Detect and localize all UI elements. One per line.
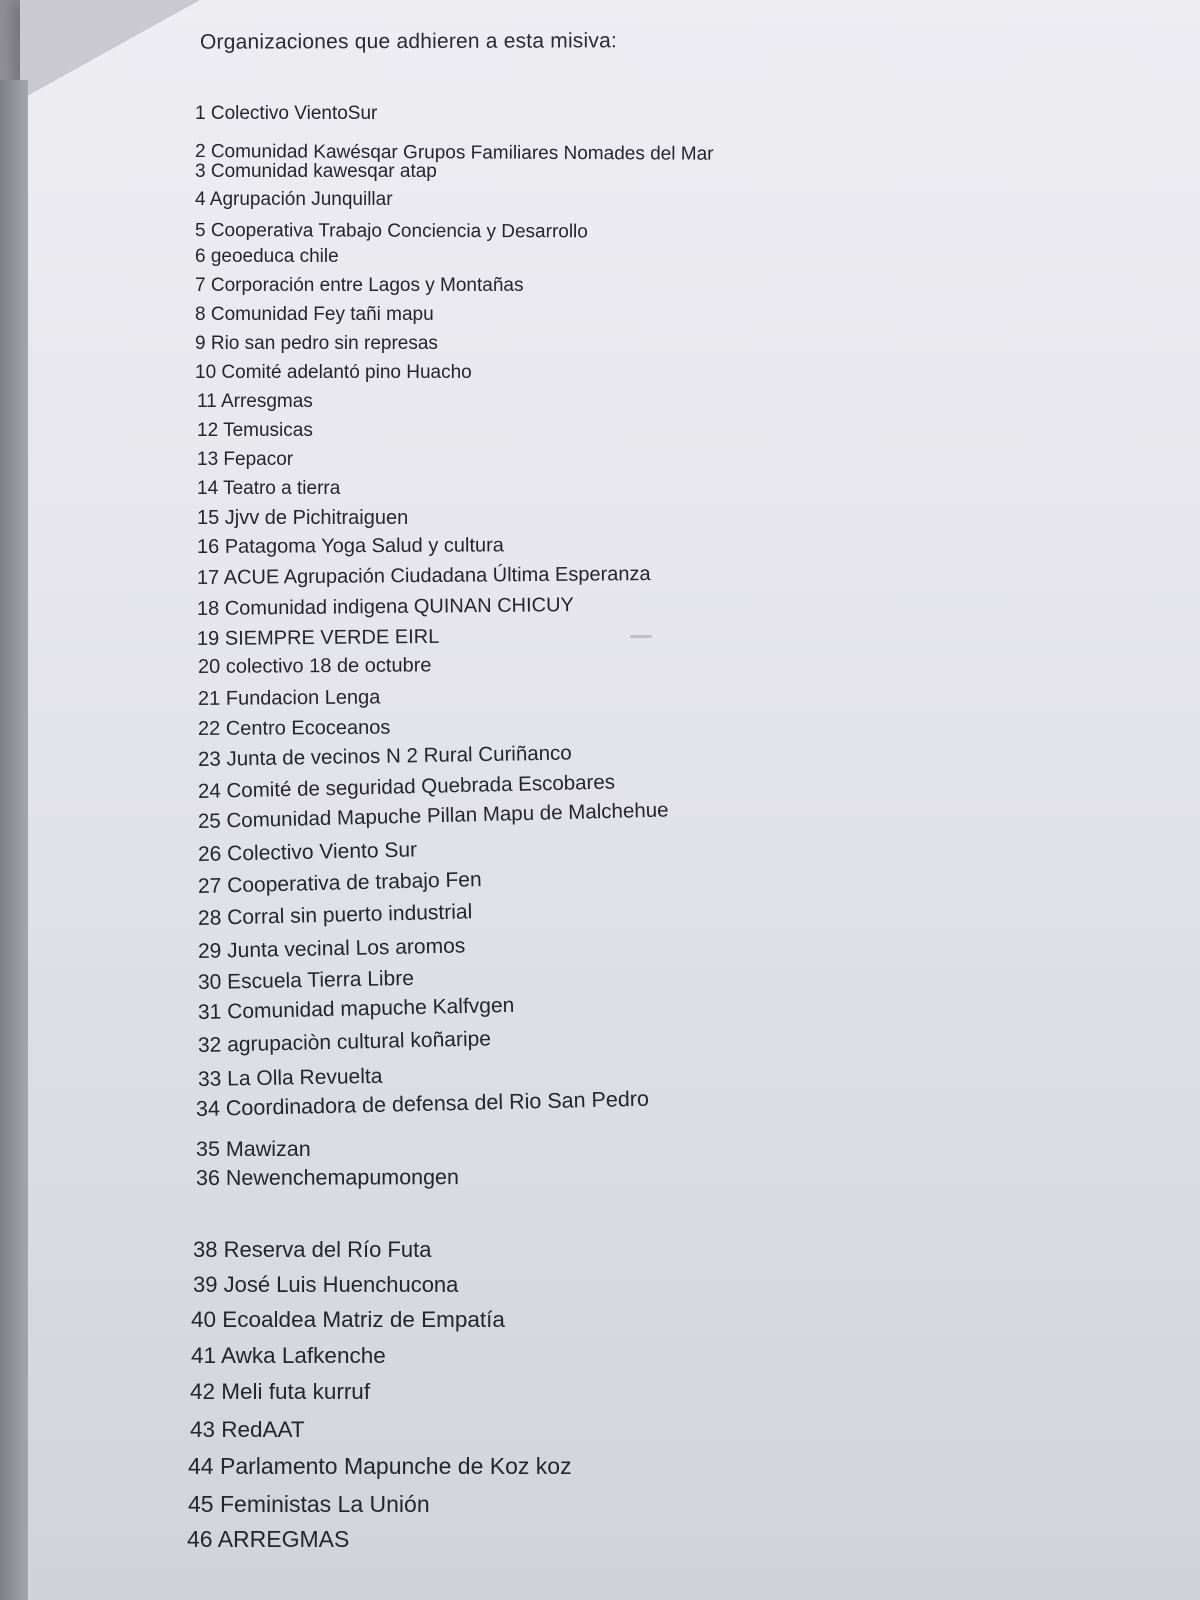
list-item: 31 Comunidad mapuche Kalfvgen	[197, 993, 515, 1024]
list-item: 4 Agrupación Junquillar	[195, 189, 393, 210]
list-item: 46 ARREGMAS	[187, 1526, 350, 1552]
list-item: 38 Reserva del Río Futa	[193, 1237, 432, 1262]
list-item: 13 Fepacor	[197, 449, 294, 470]
list-item: 11 Arresgmas	[197, 391, 313, 412]
list-item: 28 Corral sin puerto industrial	[197, 900, 473, 930]
list-item: 41 Awka Lafkenche	[191, 1343, 386, 1368]
ink-smudge	[630, 635, 652, 638]
list-item: 33 La Olla Revuelta	[197, 1064, 383, 1091]
list-item: 12 Temusicas	[197, 420, 313, 441]
list-item: 35 Mawizan	[196, 1137, 311, 1161]
list-item: 17 ACUE Agrupación Ciudadana Última Esperanza	[196, 563, 651, 589]
list-item: 36 Newenchemapumongen	[195, 1165, 460, 1190]
list-item: 15 Jjvv de Pichitraiguen	[197, 507, 409, 529]
list-item: 16 Patagoma Yoga Salud y cultura	[196, 534, 504, 558]
list-item: 44 Parlamento Mapunche de Koz koz	[188, 1453, 572, 1479]
list-item: 34 Coordinadora de defensa del Rio San Pedro	[195, 1086, 650, 1121]
list-item: 43 RedAAT	[190, 1417, 305, 1442]
list-item: 14 Teatro a tierra	[197, 478, 341, 499]
list-item: 25 Comunidad Mapuche Pillan Mapu de Malchehue	[197, 798, 669, 833]
list-item: 26 Colectivo Viento Sur	[197, 838, 418, 866]
list-item: 21 Fundacion Lenga	[197, 686, 381, 710]
list-item: 1 Colectivo VientoSur	[195, 103, 378, 124]
list-item: 18 Comunidad indigena QUINAN CHICUY	[196, 594, 574, 620]
list-item: 22 Centro Ecoceanos	[197, 716, 391, 740]
list-item: 7 Corporación entre Lagos y Montañas	[195, 275, 524, 296]
list-item: 32 agrupaciòn cultural koñaripe	[197, 1027, 492, 1057]
list-item: 24 Comité de seguridad Quebrada Escobares	[197, 770, 616, 803]
list-item: 19 SIEMPRE VERDE EIRL	[196, 625, 440, 650]
list-item: 27 Cooperativa de trabajo Fen	[197, 868, 482, 898]
list-item: 42 Meli futa kurruf	[190, 1379, 371, 1404]
list-item: 2 Comunidad Kawésqar Grupos Familiares Nomades del Mar	[194, 141, 714, 165]
list-item: 10 Comité adelantó pino Huacho	[195, 362, 472, 383]
list-item: 6 geoeduca chile	[195, 246, 339, 267]
list-item: 39 José Luis Huenchucona	[193, 1272, 459, 1297]
list-item: 40 Ecoaldea Matriz de Empatía	[191, 1307, 505, 1332]
list-item: 9 Rio san pedro sin represas	[195, 333, 438, 354]
list-item: 8 Comunidad Fey tañi mapu	[195, 304, 434, 325]
list-item: 20 colectivo 18 de octubre	[197, 654, 432, 678]
list-item: 29 Junta vecinal Los aromos	[197, 934, 466, 963]
list-item: 5 Cooperativa Trabajo Conciencia y Desarrollo	[194, 220, 588, 243]
list-item: 30 Escuela Tierra Libre	[197, 966, 415, 994]
document-heading: Organizaciones que adhieren a esta misiva:	[199, 29, 618, 54]
list-item: 23 Junta de vecinos N 2 Rural Curiñanco	[197, 741, 572, 771]
list-item: 3 Comunidad kawesqar atap	[195, 161, 437, 182]
list-item: 45 Feministas La Unión	[188, 1491, 430, 1517]
